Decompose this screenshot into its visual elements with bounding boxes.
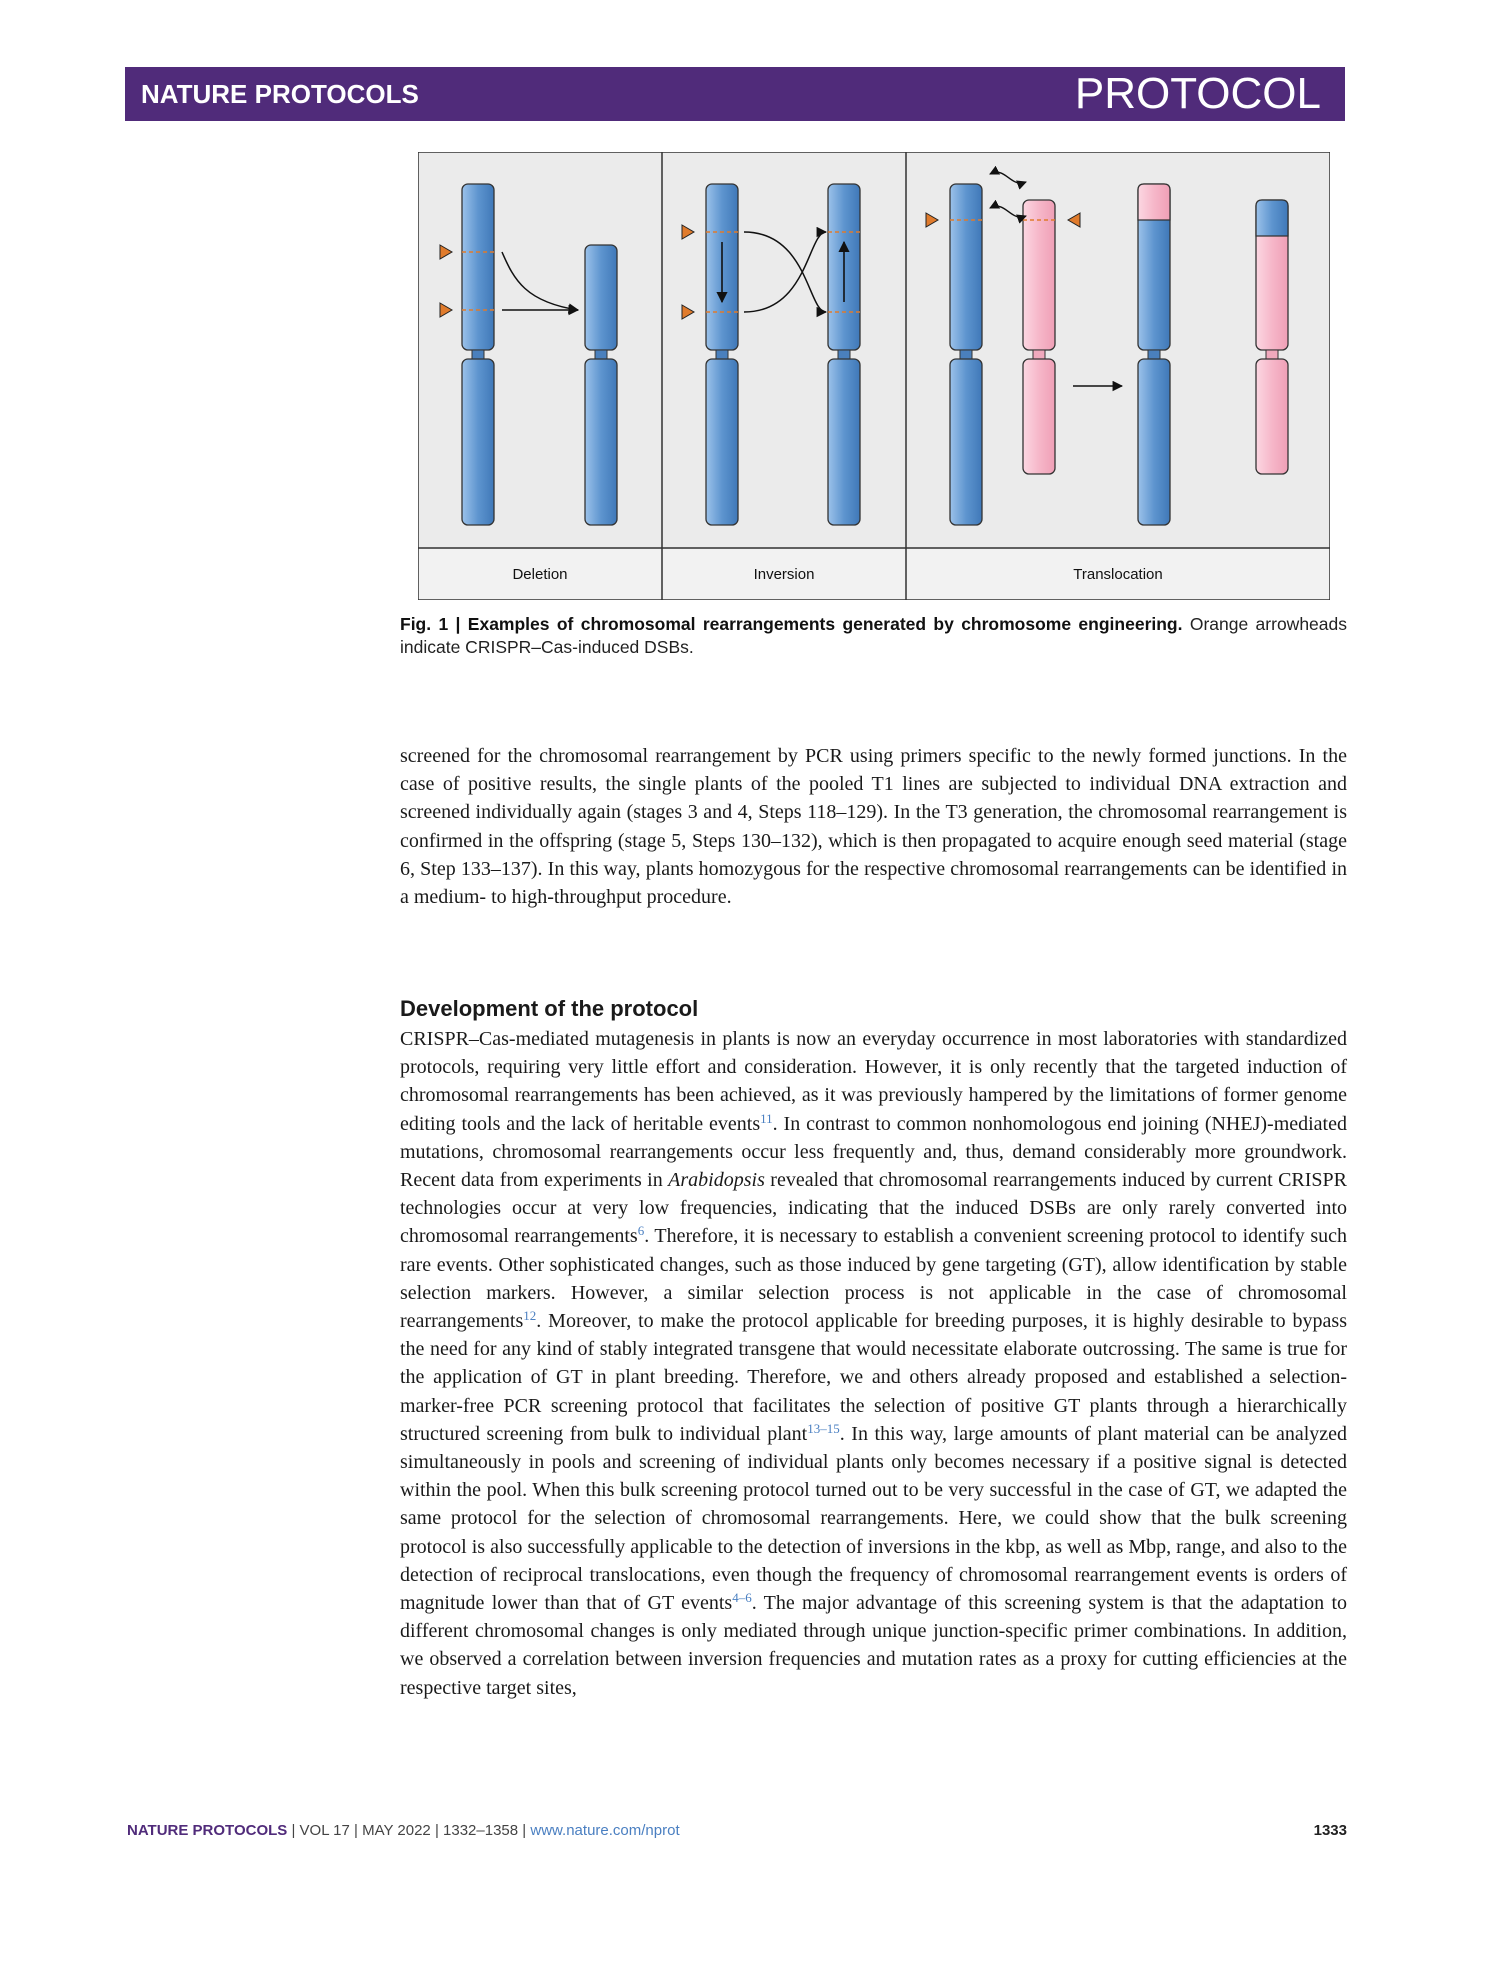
paragraph-continuation: screened for the chromosomal rearrangement by PCR using primers specific to the newly formed junctions. In the case of positive results, the single plants of the pooled T1 lines are subjected to individual DNA extraction and screened individually again (stages 3 and 4, Steps 118–129). In the T3 generation, the chromosomal rearrangement is confirmed in the offspring (stage 5, Steps 130–132), which is then propagated to acquire enough seed material (stage 6, Step 133–137). In this way, plants homozygous for the respective chromosomal rearrangements can be identified in a medium- to high-throughput procedure.: [400, 745, 1347, 909]
panel-label-inversion: Inversion: [753, 566, 815, 583]
text-run: . Therefore, it is necessary to establish a convenient screening protocol to identify such rare events. Other sophisticated changes, such as those induced by gene targeting (GT), allow identification by stable selection markers. However, a similar selection process is not applicable in the case of chromosomal rearrangements: [400, 1225, 1347, 1333]
footer-date: MAY 2022: [362, 1822, 431, 1839]
paragraph-development: [400, 1025, 1347, 1702]
text-run: revealed that chromosomal rearrangements induced by current CRISPR technologies occur at very low frequencies, indicating that the induced DSBs are only rarely converted into chromosomal rearrangements: [400, 1169, 1348, 1248]
figure-caption: [400, 613, 1347, 659]
figure-1: [418, 152, 1330, 600]
citation-link[interactable]: 6: [637, 1223, 645, 1239]
text-run: . Moreover, to make the protocol applicable for breeding purposes, it is highly desirable to bypass the need for any kind of stably integrated transgene that would necessitate elaborate outcrossing. The same is true for the application of GT in plant breeding. Therefore, we and others already proposed and established a selection-marker-free PCR screening protocol that facilitates the selection of positive GT plants through a hierarchically structured screening from bulk to individual plant: [400, 1310, 1347, 1445]
caption-text: Orange arrowheads indicate CRISPR–Cas-induced DSBs.: [400, 614, 1347, 657]
citation-link[interactable]: 4–6: [732, 1590, 752, 1606]
footer-separator: |: [434, 1822, 439, 1839]
footer-journal: NATURE PROTOCOLS: [127, 1822, 288, 1839]
caption-title: Examples of chromosomal rearrangements generated by chromosome engineering.: [467, 614, 1183, 634]
citation-link[interactable]: 13–15: [807, 1420, 840, 1436]
page-number: 1333: [1313, 1822, 1347, 1839]
footer-separator: |: [522, 1822, 527, 1839]
caption-label: Fig. 1 |: [400, 614, 461, 634]
text-run: . In contrast to common nonhomologous end joining (NHEJ)-mediated mutations, chromosomal rearrangements occur less frequently and, thus, demand considerably more groundwork. Recent data from experiments in: [400, 1112, 1347, 1192]
footer-separator: |: [354, 1822, 358, 1839]
footer-volume: VOL 17: [299, 1822, 350, 1839]
citation-link[interactable]: 12: [523, 1308, 537, 1324]
figure-1-diagram: [418, 152, 1330, 600]
article-type: PROTOCOL: [1074, 69, 1321, 118]
text-run: CRISPR–Cas-mediated mutagenesis in plants is now an everyday occurrence in most laboratories with standardized protocols, requiring very little effort and consideration. However, it is only recently that the targeted induction of chromosomal rearrangements has been achieved, as it was previously hampered by the limitations of former genome editing tools and the lack of heritable events: [400, 1028, 1347, 1135]
footer-pages: 1332–1358: [443, 1822, 519, 1839]
panel-label-translocation: Translocation: [1073, 566, 1163, 583]
citation-link[interactable]: 11: [760, 1110, 773, 1126]
panel-label-deletion: Deletion: [512, 566, 568, 583]
figure-frame: [418, 152, 1330, 600]
footer-separator: |: [291, 1822, 296, 1839]
text-run: . In this way, large amounts of plant material can be analyzed simultaneously in pools and screening of individual plants only becomes necessary if a positive signal is detected within the pool. When this bulk screening protocol turned out to be very successful in the case of GT, we adapted the same protocol for the selection of chromosomal rearrangements. Here, we could show that the bulk screening protocol is also successfully applicable to the detection of inversions in the kbp, as well as Mbp, range, and also to the detection of reciprocal translocations, even though the frequency of chromosomal rearrangement events is orders of magnitude lower than that of GT events: [400, 1422, 1348, 1615]
text-run: . The major advantage of this screening system is that the adaptation to different chromosomal changes is only mediated through unique junction-specific primer combinations. In addition, we observed a correlation between inversion frequencies and mutation rates as a proxy for cutting efficiencies at the respective target sites,: [400, 1592, 1348, 1699]
journal-header-bar: [125, 67, 1345, 121]
page-footer: [127, 1822, 1347, 1839]
journal-name: NATURE PROTOCOLS: [141, 79, 419, 109]
section-heading: Development of the protocol: [400, 996, 699, 1021]
footer-url-link[interactable]: www.nature.com/nprot: [530, 1822, 680, 1839]
species-name: Arabidopsis: [668, 1169, 765, 1192]
